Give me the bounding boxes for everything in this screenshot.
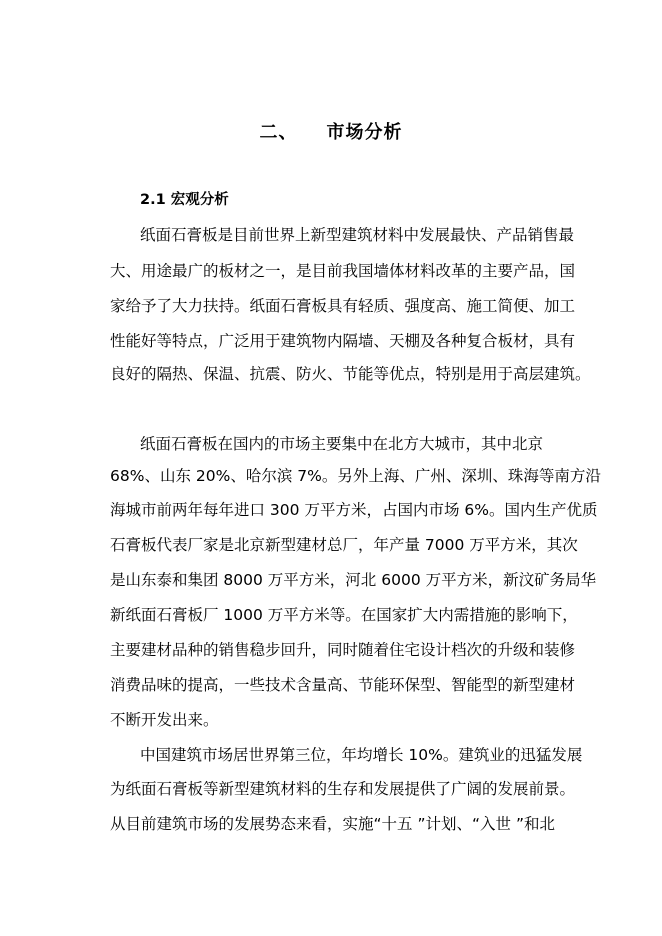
paragraph-line: 良好的隔热、保温、抗震、防火、节能等优点，特别是用于高层建筑。	[110, 365, 591, 383]
paragraph-line: 纸面石膏板是目前世界上新型建筑材料中发展最快、产品销售最	[140, 226, 575, 244]
paragraph-line: 消费品味的提高，一些技术含量高、节能环保型、智能型的新型建材	[110, 676, 576, 694]
paragraph-line: 为纸面石膏板等新型建筑材料的生存和发展提供了广阔的发展前景。	[110, 780, 576, 798]
paragraph-line: 从目前建筑市场的发展势态来看，实施“十五 ”计划、“入世 ”和北	[110, 815, 555, 833]
paragraph-line: 大、用途最广的板材之一，是目前我国墙体材料改革的主要产品，国	[110, 262, 576, 280]
page-title: 二、 市场分析	[259, 122, 403, 143]
section-heading: 2.1 宏观分析	[140, 192, 229, 208]
paragraph-line: 主要建材品种的销售稳步回升，同时随着住宅设计档次的升级和装修	[110, 641, 576, 659]
paragraph-line: 68%、山东 20%、哈尔滨 7%。另外上海、广州、深圳、珠海等南方沿	[110, 467, 601, 485]
paragraph-line: 是山东泰和集团 8000 万平方米，河北 6000 万平方米，新汶矿务局华	[110, 571, 597, 589]
paragraph-line: 海城市前两年每年进口 300 万平方米，占国内市场 6%。国内生产优质	[110, 501, 598, 519]
paragraph-line: 中国建筑市场居世界第三位，年均增长 10%。建筑业的迅猛发展	[140, 746, 583, 764]
paragraph-line: 家给予了大力扶持。纸面石膏板具有轻质、强度高、施工简便、加工	[110, 297, 576, 315]
paragraph-line: 石膏板代表厂家是北京新型建材总厂，年产量 7000 万平方米，其次	[110, 536, 578, 554]
paragraph-line: 性能好等特点，广泛用于建筑物内隔墙、天棚及各种复合板材，具有	[110, 332, 576, 350]
paragraph-line: 纸面石膏板在国内的市场主要集中在北方大城市，其中北京	[140, 435, 544, 453]
paragraph-line: 新纸面石膏板厂 1000 万平方米等。在国家扩大内需措施的影响下，	[110, 606, 578, 624]
paragraph-line: 不断开发出来。	[110, 711, 219, 729]
